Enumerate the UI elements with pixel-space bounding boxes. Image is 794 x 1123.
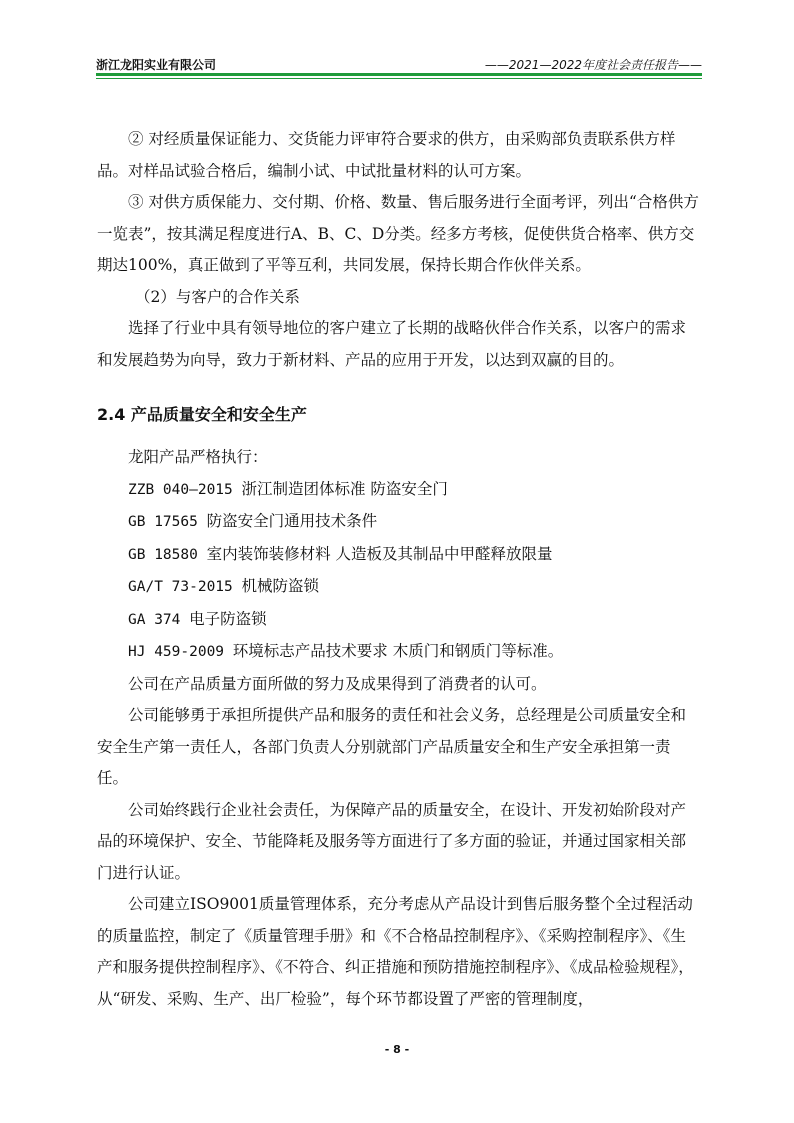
standard-item (97, 604, 699, 637)
standard-name: 机械防盗锁 (241, 577, 320, 595)
standard-name: 电子防盗锁 (189, 609, 267, 628)
header-rule-thick (96, 73, 702, 76)
supplier-paragraph-2: ② 对经质量保证能力、交货能力评审符合要求的供方，由采购部负责联系供方样品。对样品试验合格后，编制小试、中试批量材料的认可方案。 (97, 130, 676, 180)
standard-code: ZZB 040—2015 (128, 481, 242, 498)
standard-code: GA/T 73-2015 (128, 579, 242, 595)
standard-name: 防盗安全门通用技术条件 (206, 512, 378, 530)
standard-item (97, 636, 699, 669)
standard-name: 环境标志产品技术要求 木质门和钢质门等标准。 (232, 642, 564, 660)
standard-item (97, 506, 699, 539)
social-responsibility-paragraph: 公司始终践行企业社会责任，为保障产品的质量安全，在设计、开发初始阶段对产品的环境保护、安全、节能降耗及服务等方面进行了多方面的验证，并通过国家相关部门进行认证。 (97, 800, 687, 882)
page-body (97, 124, 699, 1015)
standards-intro: 龙阳产品严格执行： (128, 448, 268, 466)
page-header (96, 54, 702, 74)
standard-item (97, 571, 699, 604)
standard-code: HJ 459-2009 (128, 644, 233, 660)
company-name: 浙江龙阳实业有限公司 (96, 58, 217, 72)
standards-outro: 公司在产品质量方面所做的努力及成果得到了消费者的认可。 (128, 674, 547, 693)
standard-name: 室内装饰装修材料 人造板及其制品中甲醛释放限量 (206, 544, 553, 563)
customer-paragraph: 选择了行业中具有领导地位的客户建立了长期的战略伙伴合作关系，以客户的需求和发展趋势为向导，致力于新材料、产品的应用于开发，以达到双赢的目的。 (97, 319, 687, 369)
responsibility-paragraph: 公司能够勇于承担所提供产品和服务的责任和社会义务，总经理是公司质量安全和安全生产第一责任人，各部门负责人分别就部门产品质量安全和生产安全承担第一责任。 (97, 706, 687, 787)
standard-name: 浙江制造团体标准 防盗安全门 (241, 479, 448, 498)
customer-subheading: （2）与客户的合作关系 (135, 287, 300, 306)
page-number: - 8 - (384, 1043, 410, 1056)
section-title: 2.4 产品质量安全和安全生产 (97, 405, 307, 424)
standard-code: GA 374 (128, 611, 190, 628)
report-title: ——2021—2022年度社会责任报告—— (484, 58, 702, 72)
header-rule-thin (96, 78, 702, 79)
standard-item (97, 474, 699, 507)
standard-code: GB 17565 (128, 514, 207, 530)
standard-code: GB 18580 (128, 546, 207, 563)
iso-paragraph: 公司建立ISO9001质量管理体系，充分考虑从产品设计到售后服务整个全过程活动的质量监控，制定了《质量管理手册》和《不合格品控制程序》、《采购控制程序》、《生产和服务提供控制程序》、《不符合、纠正措施和预防措施控制程序》、《成品检验规程》，从“研发、采购、生产、出厂检验”，每个环节都设置了严密的管理制度， (97, 895, 694, 1008)
standard-item (97, 539, 699, 572)
supplier-paragraph-3: ③ 对供方质保能力、交付期、价格、数量、售后服务进行全面考评，列出“合格供方一览表”，按其满足程度进行A、B、C、D分类。经多方考核，促使供货合格率、供方交期达100%，真正做到了平等互利，共同发展，保持长期合作伙伴关系。 (97, 193, 699, 274)
